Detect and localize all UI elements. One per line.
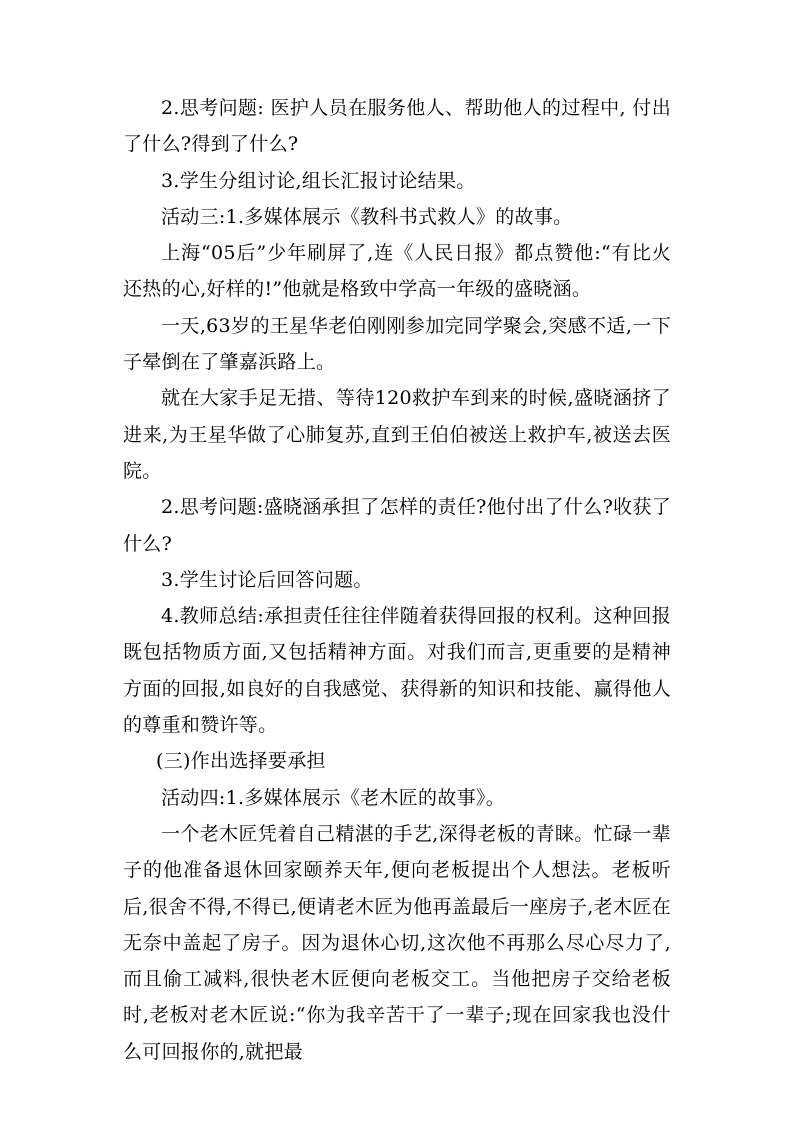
paragraph-group-discussion: 3.学生分组讨论,组长汇报讨论结果。 — [161, 169, 476, 192]
paragraph-activity-three: 活动三:1.多媒体展示《教科书式救人》的故事。 — [161, 205, 573, 228]
section-heading-make-choice: (三)作出选择要承担 — [156, 750, 326, 773]
paragraph-teacher-summary: 4.教师总结:承担责任往往伴随着获得回报的权利。这种回报既包括物质方面,又包括精神方面。对我们而言,更重要的是精神方面的回报,如良好的自我感觉、获得新的知识和技能、赢得他人的尊重和赞许等。 — [123, 605, 671, 737]
paragraph-activity-four: 活动四:1.多媒体展示《老木匠的故事》。 — [161, 786, 506, 809]
paragraph-carpenter-story: 一个老木匠凭着自己精湛的手艺,深得老板的青睐。忙碌一辈子的他准备退休回家颐养天年,便向老板提出个人想法。老板听后,很舍不得,不得已,便请老木匠为他再盖最后一座房子,老木匠在无奈中盖起了房子。因为退休心切,这次他不再那么尽心尽力了,而且偷工减料,很快老木匠便向老板交工。当他把房子交给老板时,老板对老木匠说:“你为我辛苦干了一辈子;现在回家我也没什么可回报你的,就把最 — [123, 822, 671, 1063]
paragraph-students-answer: 3.学生讨论后回答问题。 — [161, 568, 373, 591]
paragraph-think-question-medical: 2.思考问题: 医护人员在服务他人、帮助他人的过程中, 付出了什么?得到了什么? — [123, 97, 671, 156]
paragraph-cpr-rescue: 就在大家手足无措、等待120救护车到来的时候,盛晓涵挤了进来,为王星华做了心肺复苏,直到王伯伯被送上救护车,被送去医院。 — [123, 387, 671, 482]
paragraph-shanghai-youth: 上海“05后”少年刷屏了,连《人民日报》都点赞他:“有比火还热的心,好样的!”他就是格致中学高一年级的盛晓涵。 — [123, 242, 671, 301]
paragraph-think-question-responsibility: 2.思考问题:盛晓涵承担了怎样的责任?他付出了什么?收获了什么? — [123, 496, 671, 555]
paragraph-old-man-fainted: 一天,63岁的王星华老伯刚刚参加完同学聚会,突感不适,一下子晕倒在了肇嘉浜路上。 — [123, 314, 671, 374]
document-body — [123, 90, 671, 1070]
